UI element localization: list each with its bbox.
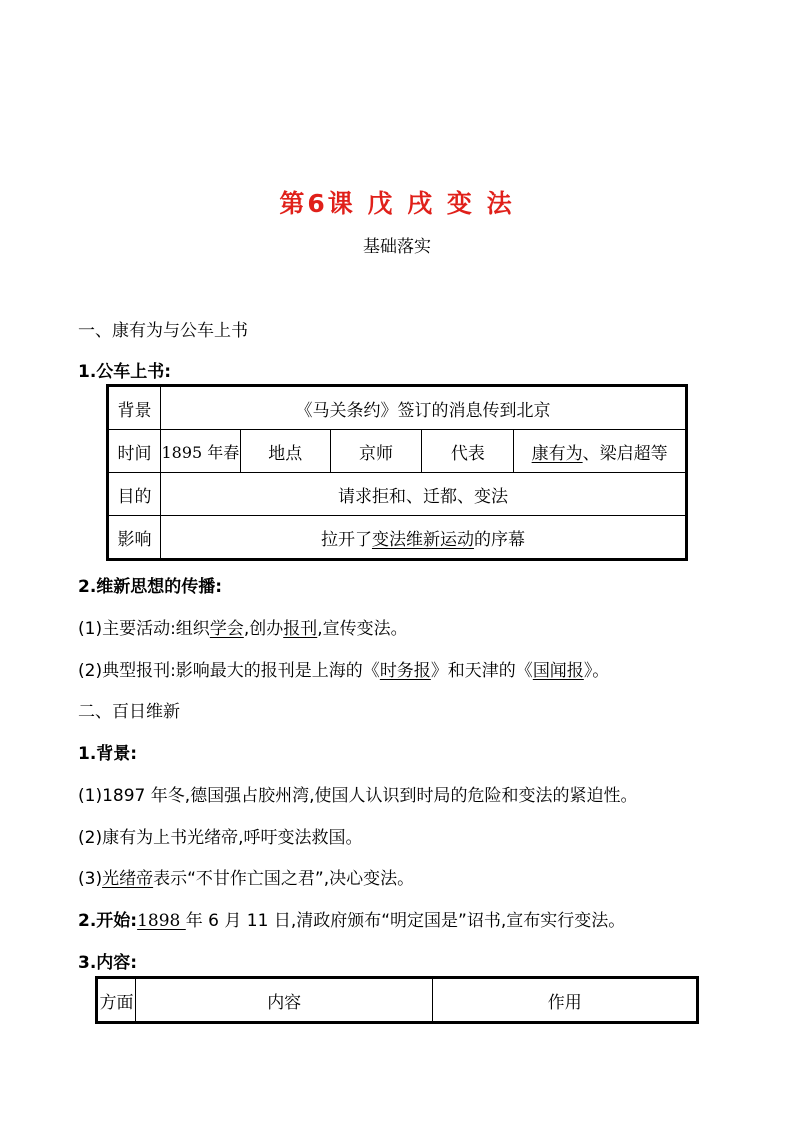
underlined-answer: 学会 [209,619,244,639]
table-cell: 1895 年春 [160,430,240,473]
text: ,宣传变法。 [317,619,408,639]
table-cell-label: 地点 [240,430,330,473]
table-header: 方面 [98,979,136,1022]
table-text: 、梁启超等 [582,443,668,464]
text: (1)主要活动:组织 [78,619,210,639]
table-row [109,516,686,559]
table-cell-label: 影响 [109,516,161,559]
table-cell-label: 目的 [109,473,161,516]
reform-content-table [97,978,697,1022]
underlined-answer: 国闻报 [532,661,584,681]
table-row [109,387,686,430]
page-title: 第6课 戊 戌 变 法 [279,189,515,218]
table-row [98,979,697,1022]
underlined-answer: 光绪帝 [102,869,154,889]
paragraph [78,656,609,681]
table-cell: 《马关条约》签订的消息传到北京 [160,387,685,430]
underlined-answer: 报刊 [283,619,318,639]
table-text: 拉开了 [320,529,372,550]
underlined-answer: 1898 [137,911,186,931]
text: (2)典型报刊:影响最大的报刊是上海的《 [78,661,380,681]
table-cell-label: 代表 [422,430,514,473]
table-cell [160,516,685,559]
table-header: 作用 [433,979,697,1022]
table-cell: 京师 [330,430,422,473]
text: 年 6 月 11 日,清政府颁布“明定国是”诏书,宣布实行变法。 [185,911,626,931]
underlined-answer: 时务报 [379,661,431,681]
petition-table [108,386,686,559]
text: 表示“不甘作亡国之君”,决心变法。 [153,869,415,889]
underlined-answer: 变法维新运动 [371,529,474,550]
text: 》和天津的《 [430,661,533,681]
item-label-content: 3.内容: [78,953,138,973]
item-label-start: 2.开始: [78,911,138,931]
item-label-public-petition: 1.公车上书: [78,362,172,382]
item-label-background: 1.背景: [78,744,138,764]
item-label-reform-ideas: 2.维新思想的传播: [78,577,223,597]
text: 》。 [583,661,610,681]
text: (3) [78,869,103,889]
table-text: 的序幕 [473,529,525,550]
table-cell [514,430,686,473]
table-cell-label: 背景 [109,387,161,430]
table-row [109,430,686,473]
paragraph: (1)1897 年冬,德国强占胶州湾,使国人认识到时局的危险和变法的紧迫性。 [78,786,638,806]
section-heading-2: 二、百日维新 [78,702,180,722]
paragraph: (2)康有为上书光绪帝,呼吁变法救国。 [78,828,363,848]
table-row [109,473,686,516]
table-header: 内容 [135,979,432,1022]
underlined-answer: 康有为 [531,443,583,464]
section-heading-1: 一、康有为与公车上书 [78,321,248,341]
paragraph [78,864,414,889]
table-cell-label: 时间 [109,430,161,473]
page-subtitle: 基础落实 [363,237,431,257]
paragraph [78,614,408,639]
paragraph [78,906,625,931]
text: ,创办 [243,619,284,639]
table-cell: 请求拒和、迁都、变法 [160,473,685,516]
